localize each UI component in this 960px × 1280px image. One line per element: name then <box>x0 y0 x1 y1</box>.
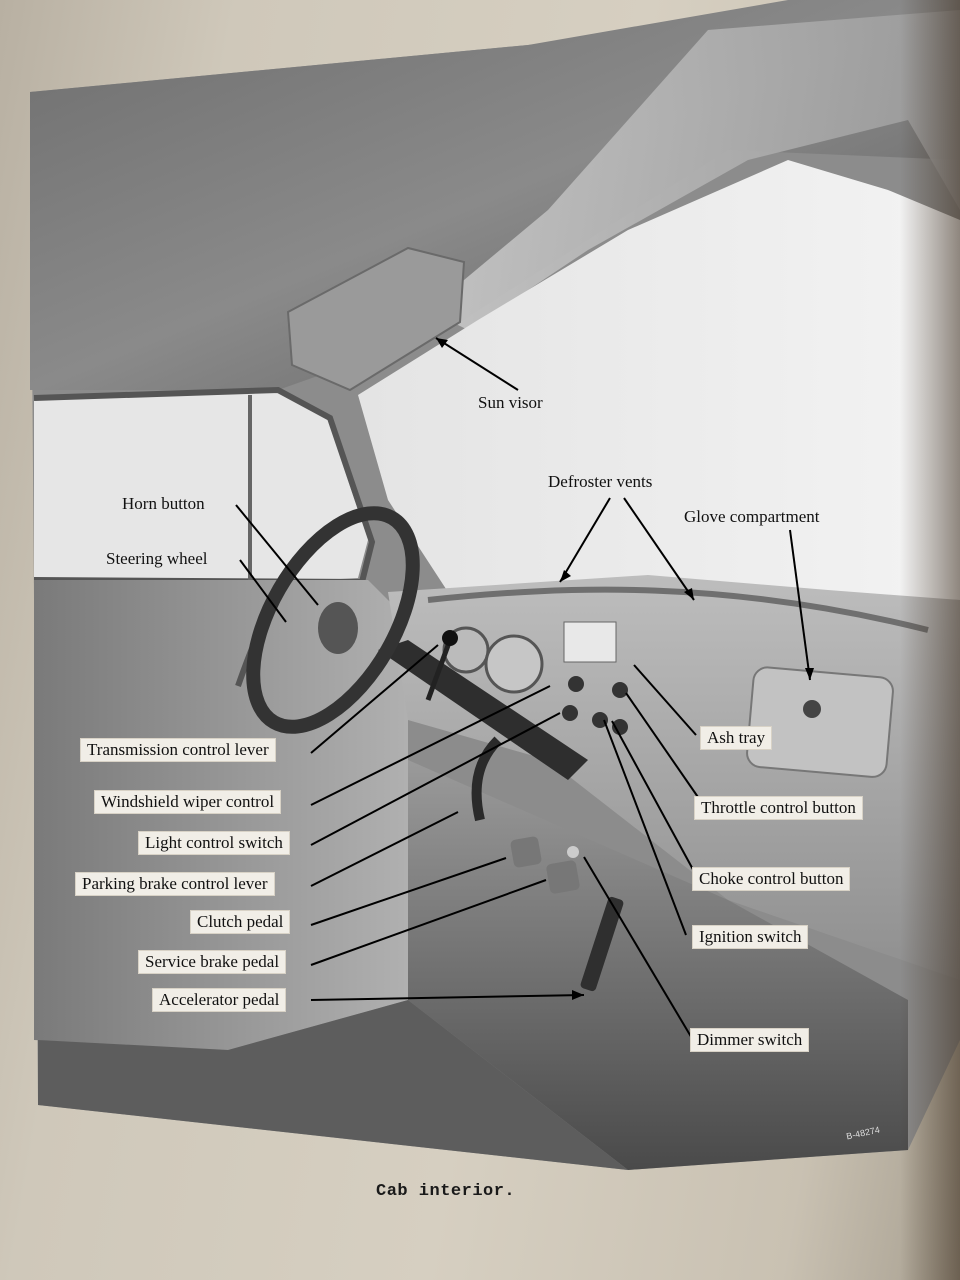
label-accelerator-pedal: Accelerator pedal <box>152 988 286 1012</box>
label-throttle-control-button: Throttle control button <box>694 796 863 820</box>
figure-id: B-48274 <box>845 1124 881 1142</box>
label-ignition-switch: Ignition switch <box>692 925 808 949</box>
label-windshield-wiper-control: Windshield wiper control <box>94 790 281 814</box>
page-edge-shadow <box>900 0 960 1280</box>
label-parking-brake-control-lever: Parking brake control lever <box>75 872 275 896</box>
label-horn-button: Horn button <box>122 494 205 513</box>
label-clutch-pedal: Clutch pedal <box>190 910 290 934</box>
label-transmission-control-lever: Transmission control lever <box>80 738 276 762</box>
label-light-control-switch: Light control switch <box>138 831 290 855</box>
label-service-brake-pedal: Service brake pedal <box>138 950 286 974</box>
label-defroster-vents: Defroster vents <box>548 472 653 491</box>
label-choke-control-button: Choke control button <box>692 867 850 891</box>
label-sun-visor: Sun visor <box>478 393 543 412</box>
label-dimmer-switch: Dimmer switch <box>690 1028 809 1052</box>
label-steering-wheel: Steering wheel <box>106 549 208 568</box>
figure-caption: Cab interior. <box>376 1182 516 1201</box>
label-glove-compartment: Glove compartment <box>684 507 820 526</box>
label-ash-tray: Ash tray <box>700 726 772 750</box>
